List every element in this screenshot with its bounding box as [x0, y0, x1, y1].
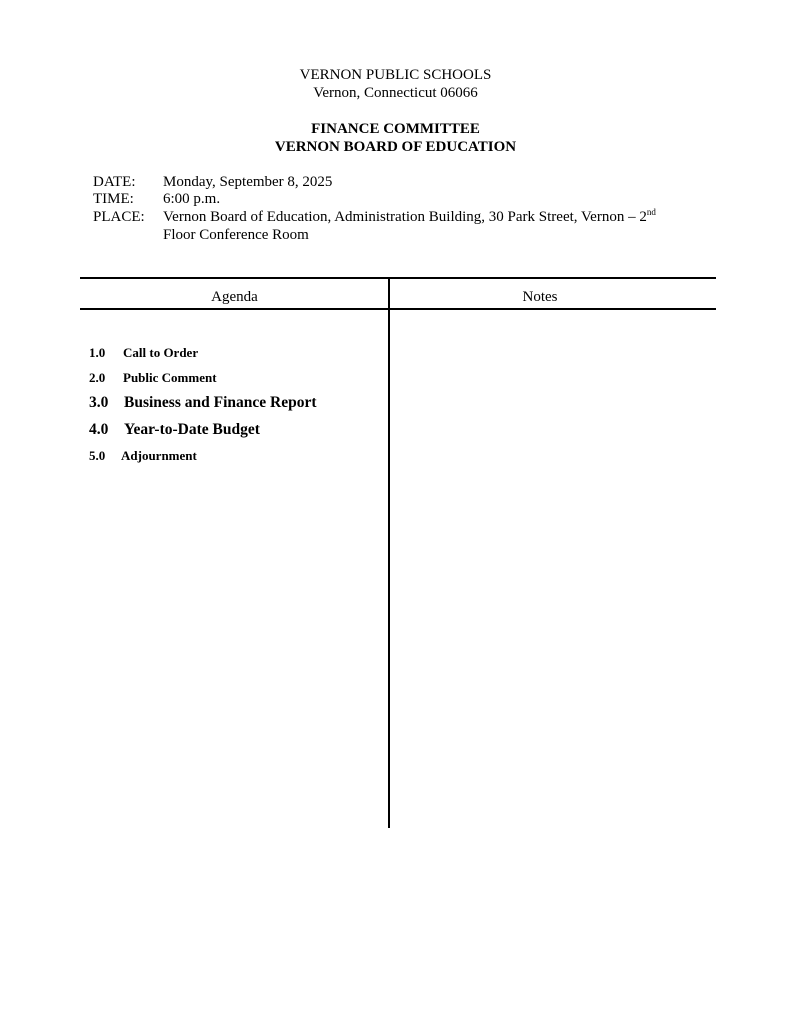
time-label: TIME: — [93, 191, 134, 207]
agenda-column-header: Agenda — [211, 289, 258, 305]
place-line-2: Floor Conference Room — [163, 227, 309, 243]
agenda-item-number: 3.0 — [89, 394, 109, 411]
agenda-item-label: Business and Finance Report — [124, 394, 317, 411]
agenda-item-label: Call to Order — [123, 345, 199, 360]
org-address: Vernon, Connecticut 06066 — [313, 85, 478, 101]
agenda-item-label: Adjournment — [121, 448, 197, 463]
table-column-divider — [388, 277, 390, 828]
table-top-rule — [80, 277, 716, 279]
date-value: Monday, September 8, 2025 — [163, 174, 333, 190]
agenda-item-label: Public Comment — [123, 370, 217, 385]
agenda-item-number: 5.0 — [89, 448, 106, 463]
place-ordinal: nd — [646, 207, 656, 217]
place-line-1 — [163, 208, 656, 227]
notes-column-header: Notes — [522, 289, 558, 305]
committee-title: FINANCE COMMITTEE — [311, 121, 480, 137]
agenda-item-number: 4.0 — [89, 421, 109, 438]
agenda-item-number: 1.0 — [89, 345, 106, 360]
board-title: VERNON BOARD OF EDUCATION — [274, 139, 517, 155]
date-label: DATE: — [93, 174, 136, 190]
agenda-item-label: Year-to-Date Budget — [124, 421, 260, 438]
place-label: PLACE: — [93, 209, 145, 225]
time-value: 6:00 p.m. — [163, 191, 221, 207]
table-header-rule — [80, 308, 716, 310]
agenda-item-number: 2.0 — [89, 370, 106, 385]
place-address: Vernon Board of Education, Administration Building, 30 Park Street, Vernon – 2 — [163, 209, 647, 225]
org-name: VERNON PUBLIC SCHOOLS — [299, 67, 492, 83]
